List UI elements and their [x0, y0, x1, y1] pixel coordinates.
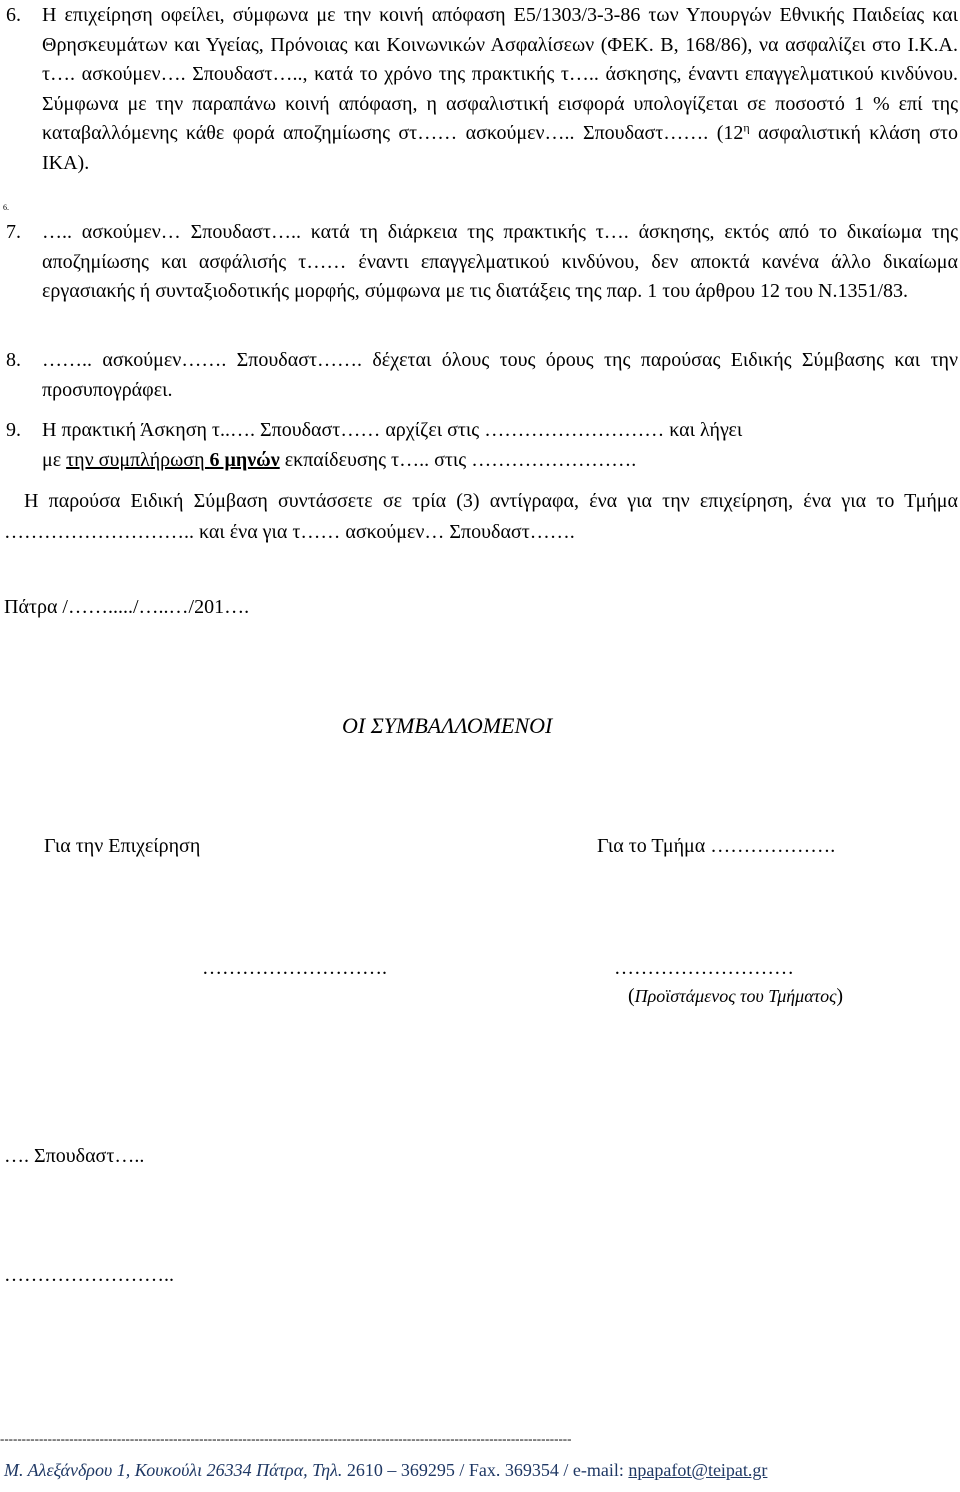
date-line: Πάτρα /……...../…..…/201…. [4, 596, 250, 618]
footer-contact: Μ. Αλεξάνδρου 1, Κουκούλι 26334 Πάτρα, Τηλ. 2610 – 369295 / Fax. 369354 / e-mail: npapafot@teipat.gr [4, 1460, 768, 1480]
clause-number: 8. [6, 349, 21, 371]
clause-number: 7. [6, 221, 21, 243]
clause-8 [0, 346, 958, 406]
clause-7 [0, 218, 958, 338]
margin-marker: 6. [3, 203, 9, 212]
parties-heading: ΟΙ ΣΥΜΒΑΛΛΟΜΕΝΟΙ [342, 713, 553, 738]
closing-paragraph: Η παρούσα Ειδική Σύμβαση συντάσσετε σε τρία (3) αντίγραφα, ένα για την επιχείρηση, ένα για το Τμήμα ……………………….. και ένα για τ…… ασκούμεν… Σπουδαστ……. [4, 490, 958, 543]
student-signature-line: …………………….. [4, 1264, 174, 1286]
department-head-title: (Προϊστάμενος του Τμήματος) [628, 985, 844, 1007]
clause-6 [0, 1, 958, 181]
clause-text: …….. ασκούμεν……. Σπουδαστ……. δέχεται όλους τους όρους της παρούσας Ειδικής Σύμβασης και την προσυπογράφει. [42, 349, 958, 401]
clause-text: Η επιχείρηση οφείλει, σύμφωνα με την κοινή απόφαση Ε5/1303/3-3-86 των Υπουργών Εθνικής Παιδείας και Θρησκευμάτων και Υγείας, Πρόνοιας και Κοινωνικών Ασφαλίσεων (ΦΕΚ. Β, 168/86), να ασφαλίζει στο Ι.Κ.Α. τ…. ασκούμεν…. Σπουδαστ….., κατά το χρόνο της πρακτικής τ….. άσκησης, έναντι επαγγελματικού κινδύνου. Σύμφωνα με την παραπάνω κοινή απόφαση, η ασφαλιστική εισφορά υπολογίζεται σε ποσοστό 1 % επί της καταβαλλόμενης κάθε φορά αποζημίωσης στ…… ασκούμεν….. Σπουδαστ……. ($12^\eta$ ασφαλιστική κλάση στο ΙΚΑ). [42, 4, 958, 174]
clause-9 [0, 416, 958, 476]
company-signature-label: Για την Επιχείρηση [44, 835, 201, 857]
email-link[interactable]: npapafot@teipat.gr [628, 1460, 768, 1480]
clause-number: 6. [6, 4, 21, 26]
clause-number: 9. [6, 419, 21, 441]
footer-rule: ------------------------------------------------------------------------------------------------------------------------------------ [0, 1432, 572, 1446]
department-signature-label: Για το Τμήμα ………………. [597, 835, 836, 857]
department-signature-line: ……………………… [614, 957, 794, 979]
clause-text: Η πρακτική Άσκηση τ..…. Σπουδαστ…… αρχίζει στις ……………………… και λήγει με την συμπλήρωση 6 μηνών εκπαίδευσης τ….. στις ……………………. [42, 419, 743, 471]
student-label: …. Σπουδαστ….. [4, 1145, 145, 1167]
company-signature-line: ………………………. [202, 957, 387, 979]
clause-text: ….. ασκούμεν… Σπουδαστ….. κατά τη διάρκεια της πρακτικής τ…. άσκησης, εκτός από το δικαίωμα της αποζημίωσης και ασφάλισής τ…… έναντι επαγγελματικού κινδύνου, δεν αποκτά κανένα άλλο δικαίωμα εργασιακής ή συνταξιοδοτικής μορφής, σύμφωνα με τις διατάξεις της παρ. 1 του άρθρου 12 του Ν.1351/83. [42, 221, 958, 302]
